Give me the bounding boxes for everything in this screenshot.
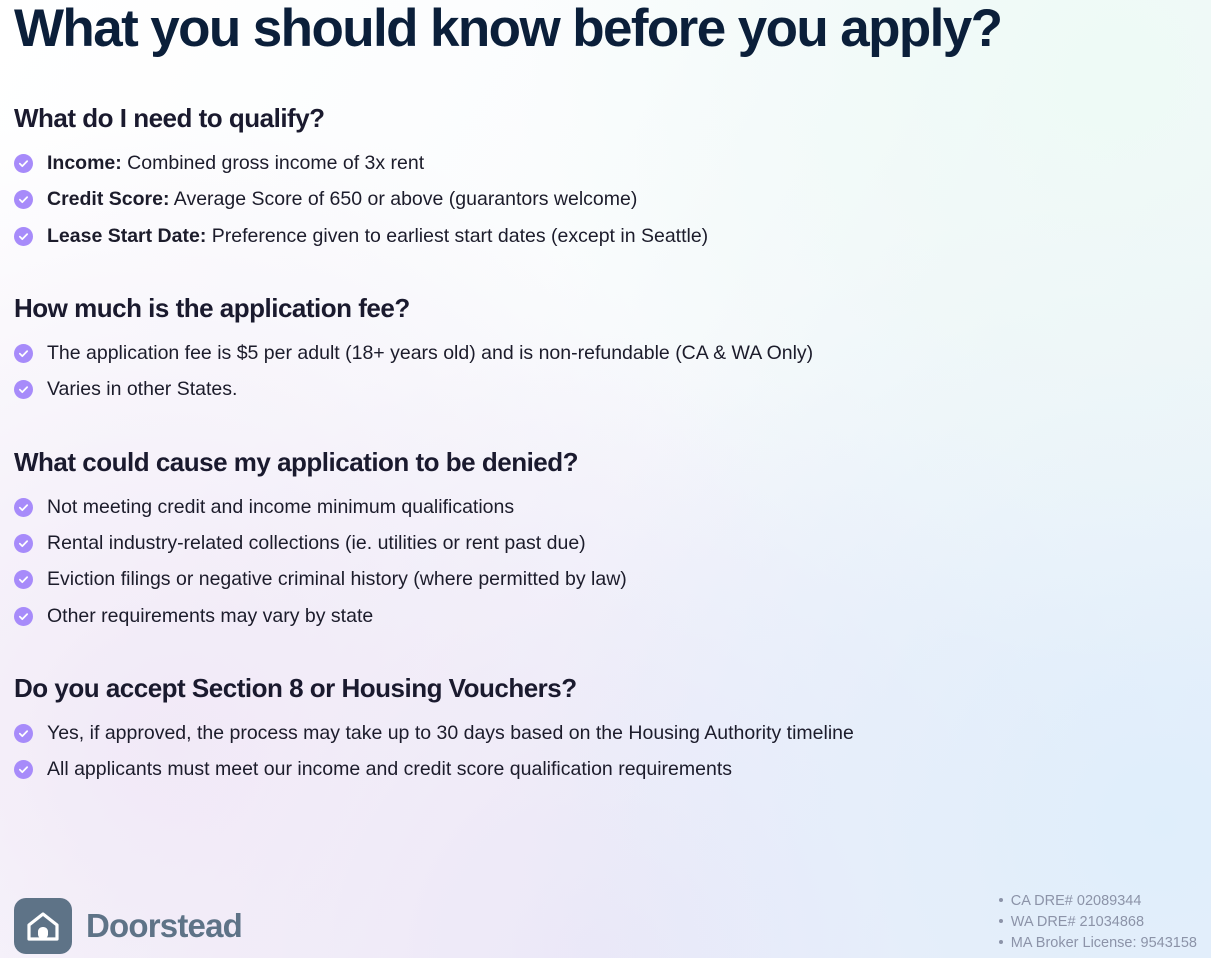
list-item-label: Credit Score: xyxy=(47,188,170,211)
list-item-text xyxy=(47,186,637,212)
brand-name: Doorstead xyxy=(86,907,242,944)
bullet-list xyxy=(14,150,1197,249)
section-application-fee xyxy=(14,293,1197,403)
license-text: WA DRE# 21034868 xyxy=(1010,913,1145,930)
bullet-list xyxy=(14,720,1197,783)
license-item xyxy=(999,912,1197,933)
list-item-body: Preference given to earliest start dates (except in Seattle) xyxy=(206,224,709,247)
list-item xyxy=(14,566,1197,592)
list-item-label: Lease Start Date: xyxy=(47,224,207,247)
house-icon xyxy=(14,898,72,954)
section-heading: What could cause my application to be denied? xyxy=(14,446,579,477)
check-icon xyxy=(14,154,33,173)
check-icon xyxy=(14,227,33,246)
list-item-text: The application fee is $5 per adult (18+ years old) and is non-refundable (CA & WA Only) xyxy=(47,341,814,364)
license-list xyxy=(999,891,1197,954)
section-heading: How much is the application fee? xyxy=(14,292,410,323)
section-qualify xyxy=(14,103,1197,249)
section-denial-reasons xyxy=(14,447,1197,629)
list-item xyxy=(14,720,1197,746)
list-item-body: Combined gross income of 3x rent xyxy=(121,152,425,175)
bullet-dot-icon xyxy=(999,940,1003,944)
page-footer xyxy=(14,892,1197,958)
check-icon xyxy=(14,607,33,626)
list-item xyxy=(14,186,1197,212)
check-icon xyxy=(14,570,33,589)
license-text: CA DRE# 02089344 xyxy=(1010,892,1142,909)
license-item xyxy=(999,933,1197,954)
check-icon xyxy=(14,498,33,517)
check-icon xyxy=(14,724,33,743)
list-item-text xyxy=(47,150,424,176)
list-item-text xyxy=(47,223,708,249)
bullet-dot-icon xyxy=(999,919,1003,923)
list-item-text: Yes, if approved, the process may take up to 30 days based on the Housing Authority timeline xyxy=(47,721,854,744)
license-text: MA Broker License: 9543158 xyxy=(1010,934,1197,951)
bullet-list xyxy=(14,494,1197,629)
section-heading: What do I need to qualify? xyxy=(14,103,325,134)
list-item xyxy=(14,223,1197,249)
list-item-text: All applicants must meet our income and credit score qualification requirements xyxy=(47,758,732,781)
list-item-text: Varies in other States. xyxy=(47,378,238,401)
list-item-text: Not meeting credit and income minimum qualifications xyxy=(47,495,515,518)
list-item-label: Income: xyxy=(47,152,122,175)
check-icon xyxy=(14,344,33,363)
list-item xyxy=(14,756,1197,782)
list-item-text: Other requirements may vary by state xyxy=(47,604,374,627)
page-title: What you should know before you apply? xyxy=(14,0,1002,58)
list-item-text: Eviction filings or negative criminal history (where permitted by law) xyxy=(47,568,627,591)
license-item xyxy=(999,891,1197,912)
list-item xyxy=(14,376,1197,402)
list-item xyxy=(14,340,1197,366)
list-item xyxy=(14,530,1197,556)
brand-logo xyxy=(14,898,242,954)
check-icon xyxy=(14,380,33,399)
check-icon xyxy=(14,534,33,553)
bullet-dot-icon xyxy=(999,898,1003,902)
section-section-8 xyxy=(14,673,1197,783)
section-heading: Do you accept Section 8 or Housing Vouchers? xyxy=(14,672,577,703)
bullet-list xyxy=(14,340,1197,403)
list-item-body: Average Score of 650 or above (guarantors welcome) xyxy=(169,188,638,211)
list-item xyxy=(14,150,1197,176)
check-icon xyxy=(14,190,33,209)
list-item-text: Rental industry-related collections (ie. utilities or rent past due) xyxy=(47,531,586,554)
list-item xyxy=(14,603,1197,629)
list-item xyxy=(14,494,1197,520)
check-icon xyxy=(14,760,33,779)
